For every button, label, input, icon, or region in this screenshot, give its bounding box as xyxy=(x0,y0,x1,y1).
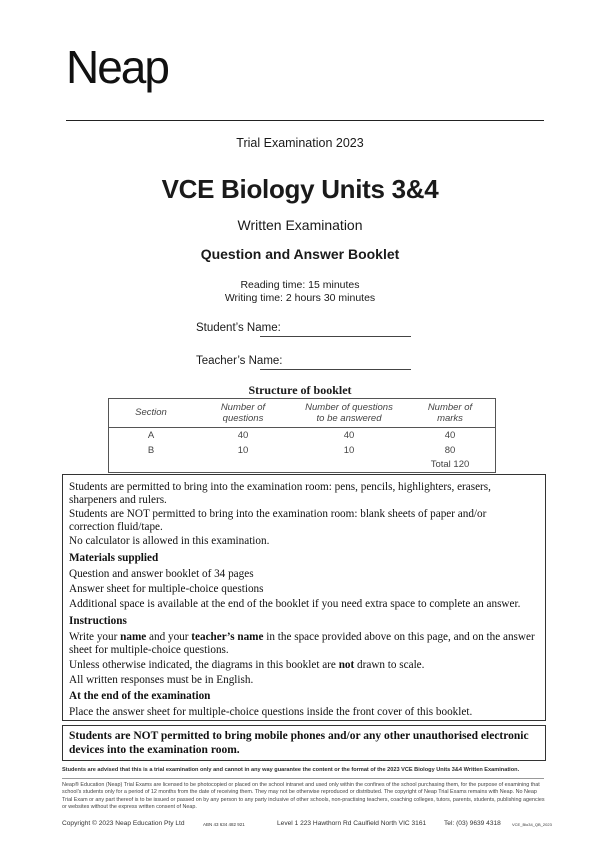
neap-logo: Neap xyxy=(66,41,168,93)
instructions-box xyxy=(62,474,546,721)
row-b-questions: 10 xyxy=(237,445,249,456)
instruction-1-text-2: and your xyxy=(146,631,192,643)
header-section: Section xyxy=(135,407,167,418)
instruction-1-text-3: in the space provided above on this page, and on the answer xyxy=(263,631,535,643)
not-permitted-line-1: Students are NOT permitted to bring into the examination room: blank sheets of paper and/or xyxy=(69,508,487,520)
warning-box xyxy=(62,725,546,761)
materials-heading: Materials supplied xyxy=(69,552,159,564)
end-heading: At the end of the examination xyxy=(69,690,211,702)
page-title: VCE Biology Units 3&4 xyxy=(161,174,439,204)
instruction-1-text: Write your xyxy=(69,631,121,643)
instructions-heading: Instructions xyxy=(69,615,127,627)
footer-phone: Tel: (03) 9639 4318 xyxy=(444,820,501,827)
structure-title: Structure of booklet xyxy=(248,383,352,397)
no-calculator: No calculator is allowed in this examination. xyxy=(69,535,270,547)
reading-time: Reading time: 15 minutes xyxy=(240,279,360,291)
student-name-line xyxy=(260,336,411,337)
instruction-1-bold-name: name xyxy=(120,631,147,643)
footer-address: Level 1 223 Hawthorn Rd Caulfield North VIC 3161 xyxy=(277,820,427,827)
row-a-section: A xyxy=(147,430,155,441)
header-to-answer-line2: to be answered xyxy=(316,413,382,424)
teacher-name-line xyxy=(260,369,411,370)
instruction-1-bold-teacher: teacher’s name xyxy=(191,631,264,643)
row-a-answered: 40 xyxy=(343,430,355,441)
materials-item-2: Answer sheet for multiple-choice questions xyxy=(69,583,264,595)
instruction-2 xyxy=(69,659,424,672)
copyright-notice: Neap® Education (Neap) Trial Exams are licensed to be photocopied or placed on the school intranet and used only within the confines of the school purchasing them, for the purpose of examining that school’s students only for a period of 12 months from the date of receiving them. They may not be otherwise reproduced or distributed. The copyright of Neap Trial Exams remains with Neap. No Neap Trial Exam or any part thereof is to be issued or passed on by any person to any party inclusive of other schools, non-practising teachers, coaching colleges, tutors, parents, students, publishing agencies or websites without the express written consent of Neap. xyxy=(62,782,545,810)
header-marks xyxy=(405,402,495,424)
instruction-1 xyxy=(69,631,535,644)
header-to-answer xyxy=(293,402,405,424)
instruction-3: All written responses must be in English. xyxy=(69,674,254,686)
instruction-2-text-2: drawn to scale. xyxy=(354,659,425,671)
end-instruction: Place the answer sheet for multiple-choice questions inside the front cover of this booklet. xyxy=(69,706,473,718)
header-marks-line1: Number of xyxy=(427,402,473,413)
not-permitted-line-2: correction fluid/tape. xyxy=(69,521,163,533)
instruction-2-text: Unless otherwise indicated, the diagrams in this booklet are xyxy=(69,659,339,671)
booklet-type: Question and Answer Booklet xyxy=(200,246,400,262)
trial-disclaimer: Students are advised that this is a trial examination only and cannot in any way guarantee the content or the format of the 2023 VCE Biology Units 3&4 Written Examination. xyxy=(62,767,520,773)
header-to-answer-line1: Number of questions xyxy=(305,402,393,413)
teacher-name-field[interactable] xyxy=(196,355,283,367)
materials-item-3: Additional space is available at the end of the booklet if you need extra space to complete an answer. xyxy=(69,598,521,610)
structure-table xyxy=(108,398,496,473)
permitted-line-1: Students are permitted to bring into the examination room: pens, pencils, highlighters, erasers, xyxy=(69,481,491,493)
row-b-answered: 10 xyxy=(343,445,355,456)
teacher-name-label: Teacher’s Name: xyxy=(196,355,283,367)
header-marks-line2: marks xyxy=(437,413,463,424)
total-marks: Total 120 xyxy=(430,459,470,470)
trial-exam-label: Trial Examination 2023 xyxy=(236,136,364,150)
row-a-marks: 40 xyxy=(444,430,456,441)
footer-code: VCE_Bio34_QB_2023 xyxy=(512,822,552,827)
student-name-label: Student’s Name: xyxy=(196,322,281,334)
permitted-line-2: sharpeners and rulers. xyxy=(69,494,167,506)
header-divider-line xyxy=(109,427,495,428)
exam-type: Written Examination xyxy=(237,217,363,233)
warning-text: Students are NOT permitted to bring mobile phones and/or any other unauthorised electronic devices into the examination room. xyxy=(69,730,529,756)
instruction-1-cont: sheet for multiple-choice questions. xyxy=(69,644,229,656)
footer-divider xyxy=(62,778,544,779)
footer-copyright: Copyright © 2023 Neap Education Pty Ltd xyxy=(62,820,185,827)
time-info xyxy=(0,279,600,305)
instruction-2-bold: not xyxy=(338,659,355,671)
header-num-questions-line2: questions xyxy=(222,413,264,424)
header-divider xyxy=(66,120,544,121)
header-num-questions xyxy=(193,402,293,424)
materials-item-1: Question and answer booklet of 34 pages xyxy=(69,568,254,580)
row-b-section: B xyxy=(147,445,155,456)
row-b-marks: 80 xyxy=(444,445,456,456)
student-name-field[interactable] xyxy=(196,322,281,334)
header-num-questions-line1: Number of xyxy=(220,402,266,413)
footer-abn: ABN 43 634 482 921 xyxy=(203,822,245,827)
row-a-questions: 40 xyxy=(237,430,249,441)
writing-time: Writing time: 2 hours 30 minutes xyxy=(224,292,376,304)
